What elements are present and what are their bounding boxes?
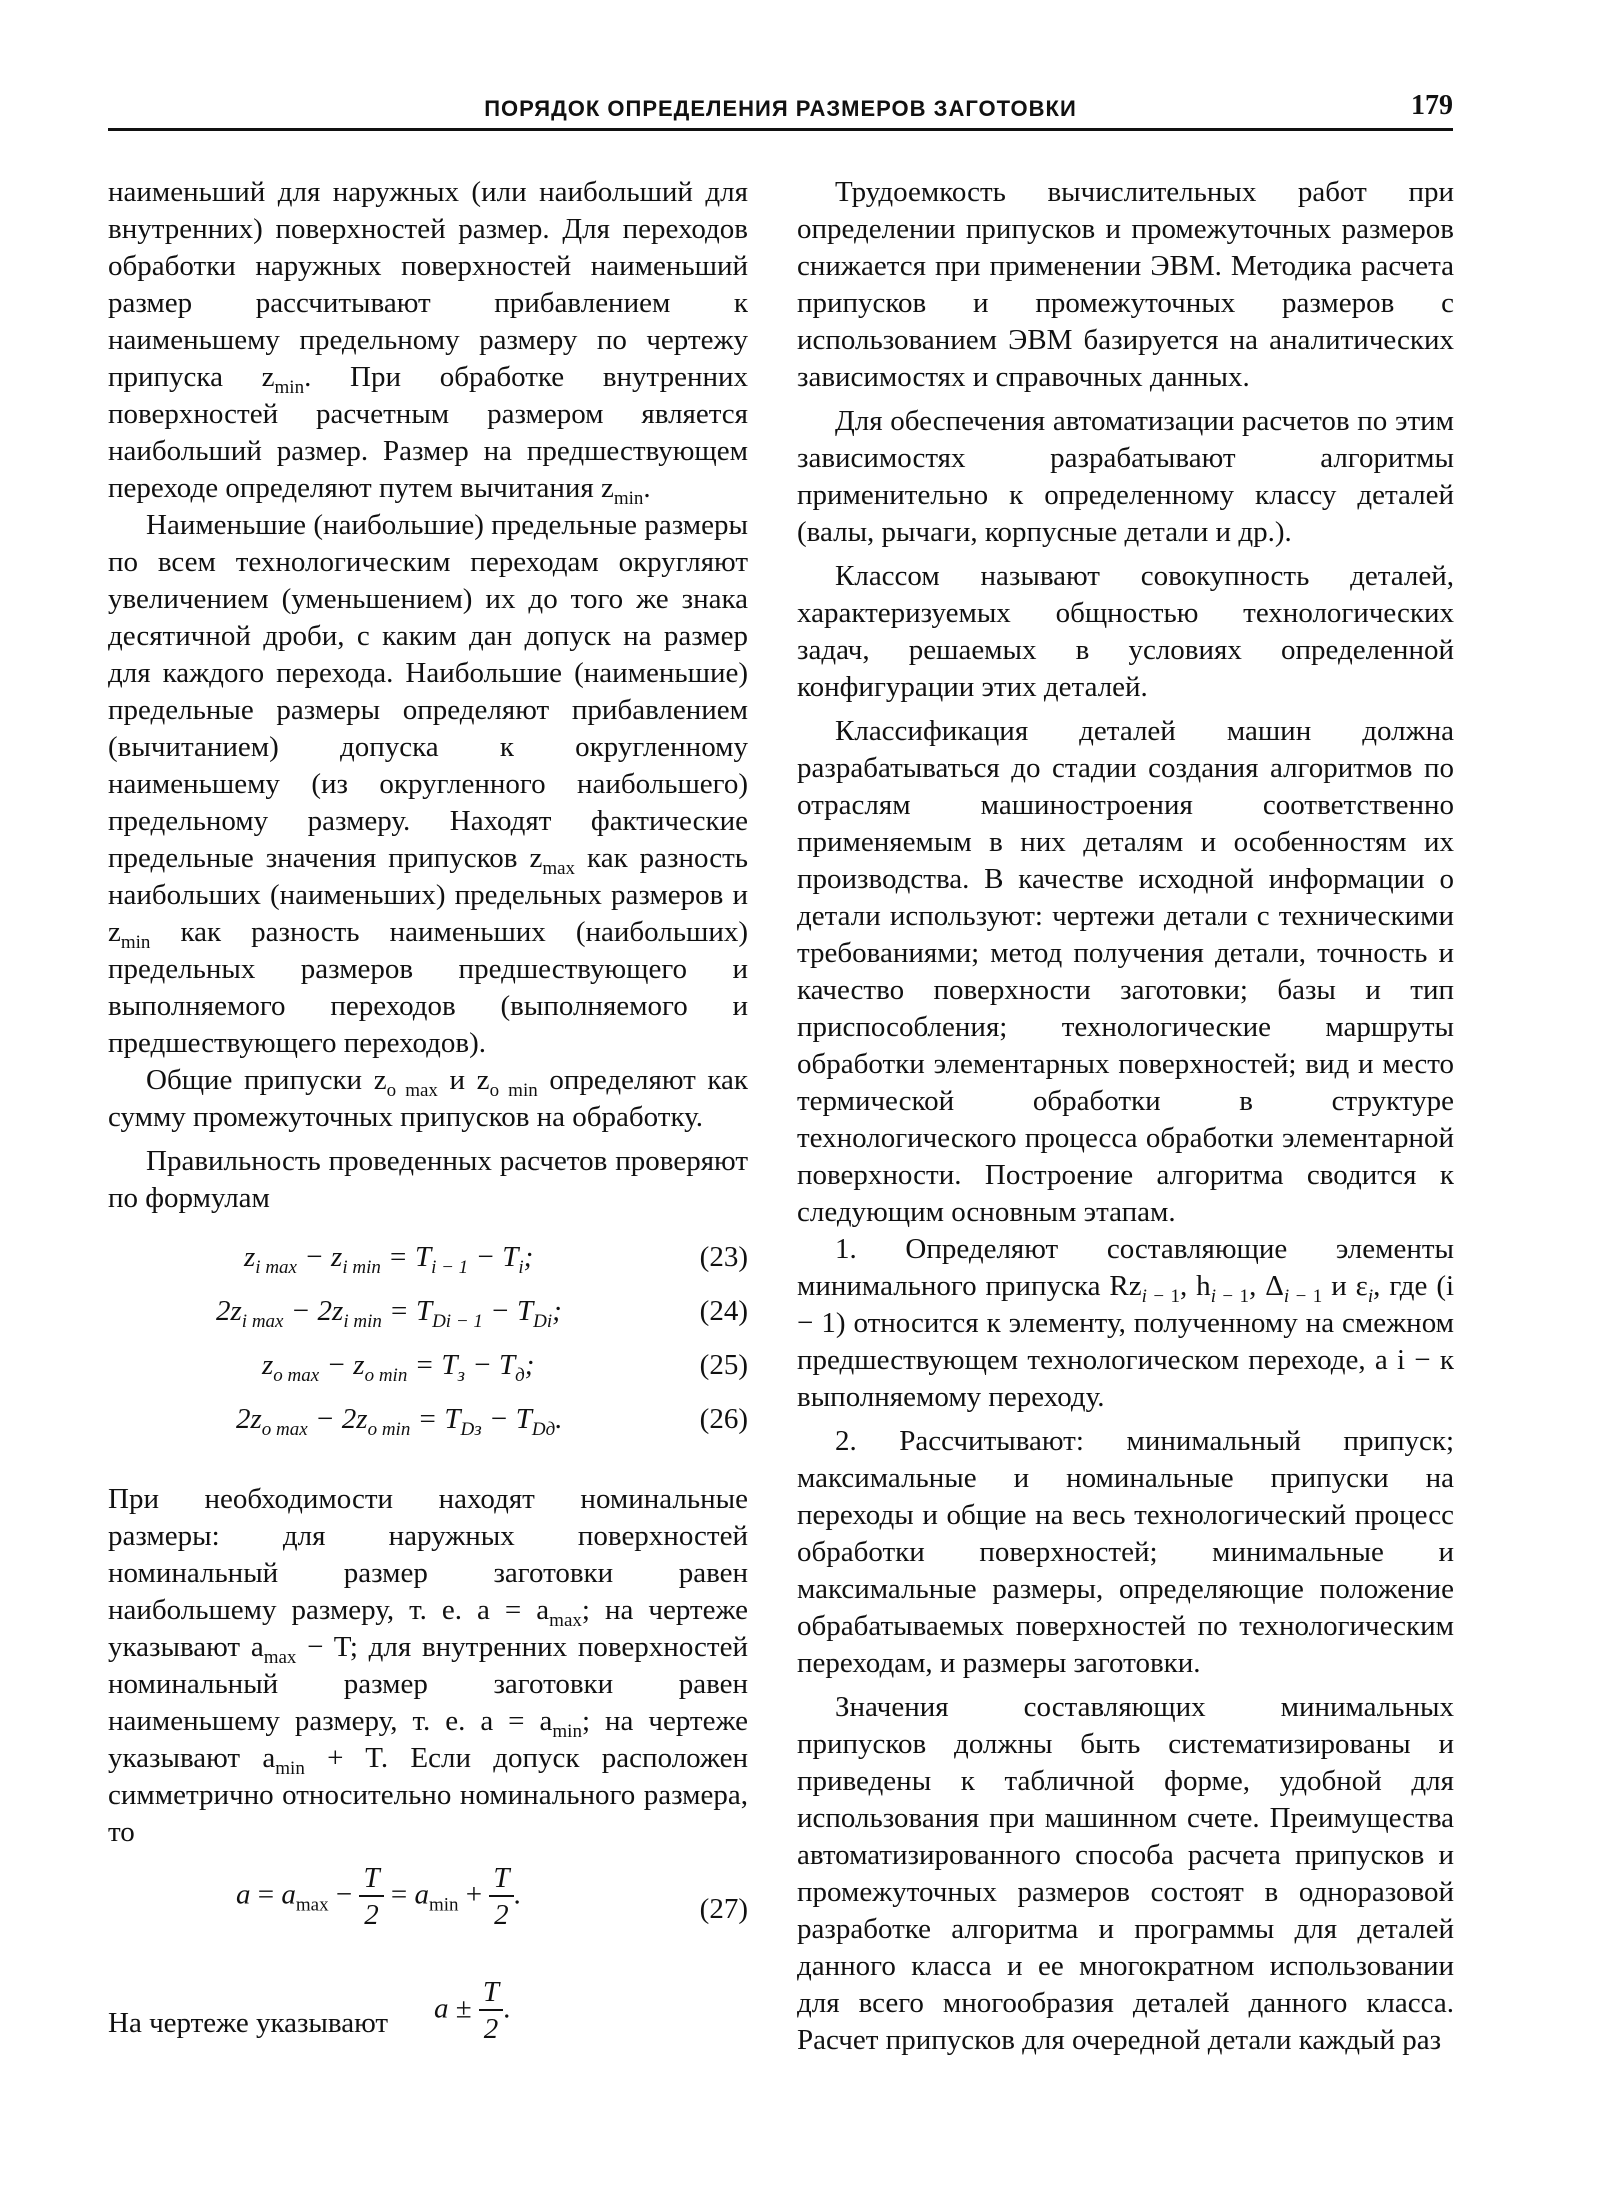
paragraph: При необходимости находят номинальные размеры: для наружных поверхностей номинальный размер заготовки равен наибольшему размеру, т. е. $a = a_{max}$; на чертеже указывают $a_{max} - T$; для внутренних поверхностей номинальный размер заготовки равен наименьшему размеру, т. е. $a = a_{min}$; на чертеже указывают $a_{min} + T$. Если допуск расположен симметрично относительно номинального размера, то [108, 1483, 749, 1848]
equation-number: (27) [699, 1893, 748, 1925]
equation-number: (23) [699, 1241, 748, 1273]
running-title: ПОРЯДОК ОПРЕДЕЛЕНИЯ РАЗМЕРОВ ЗАГОТОВКИ [484, 96, 1077, 121]
tolerance-note: На чертеже указывают a ± $\frac{T}{2}$ . [108, 1976, 511, 2045]
paragraph: Классификация деталей машин должна разрабатываться до стадии создания алгоритмов по отраслям машиностроения соответственно применяемым в них деталям и особенностям их производства. В качестве исходной информации о детали используют: чертежи детали с техническими требованиями; метод получения детали, точность и качество поверхности заготовки; базы и тип приспособления; технологические маршруты обработки элементарных поверхностей; вид и место термической обработки в структуре технологического процесса обработки элементарной поверхности. Построение алгоритма сводится к следующим основным этапам. [797, 715, 1454, 1228]
equation-25: $z_{o max} - z_{o min} = T_з - T_д$; (25) [262, 1349, 748, 1386]
paragraph: наименьший для наружных (или наибольший для внутренних) поверхностей размер. Для переходов обработки наружных поверхностей наименьший размер рассчитывают прибавлением к наименьшему предельному размеру по чертежу припуска $z_{min}$. При обработке внутренних поверхностей расчетным размером является наибольший размер. Размер на предшествующем переходе определяют путем вычитания $z_{min}$. [108, 176, 748, 509]
equation-27: $a = a_{max}$ − $\frac{T}{2}$ = $a_{min}$ + $\frac{T}{2}$ . (27) [236, 1862, 748, 1931]
paragraph: 1. Определяют составляющие элементы минимального припуска $Rz_{i - 1}$, $h_{i - 1}$, $\Delta_{i - 1}$ и $\varepsilon_i$, где (i − 1) относится к элементу, полученному на смежном предшествующем технологическом переходе, а i − к выполняемому переходу. [797, 1233, 1455, 1413]
equation-24: $2z_{i max} - 2z_{i min} = T_{Di - 1} - T_{Di}$; (24) [216, 1295, 748, 1332]
paragraph: Общие припуски $z_{o max}$ и $z_{o min}$ определяют как сумму промежуточных припусков на обработку. [108, 1064, 749, 1133]
running-header [108, 88, 1453, 131]
equation-number: (25) [699, 1349, 748, 1381]
equation-23: $z_{i max} - z_{i min} = T_{i - 1} - T_i$; (23) [244, 1241, 748, 1278]
equation-number: (24) [699, 1295, 748, 1327]
equation-26: $2z_{o max} - 2z_{o min} = T_{Dз} - T_{Dд}$. (26) [236, 1403, 748, 1440]
right-column [797, 174, 1454, 2059]
paragraph: Для обеспечения автоматизации расчетов по этим зависимостях разрабатывают алгоритмы применительно к определенному классу деталей (валы, рычаги, корпусные детали и др.). [797, 405, 1454, 548]
paragraph: 2. Рассчитывают: минимальный припуск; максимальные и номинальные припуски на переходы и общие на весь технологический процесс обработки поверхностей; минимальные и максимальные размеры, определяющие положение обрабатываемых поверхностей по технологическим переходам, и размеры заготовки. [797, 1425, 1454, 1679]
paragraph: Значения составляющих минимальных припусков должны быть систематизированы и приведены к табличной форме, удобной для использования при машинном счете. Преимущества автоматизированного способа расчета припусков и промежуточных размеров состоят в одноразовой разработке алгоритма и программы для деталей данного класса и ее многократном использовании для всего многообразия деталей данного класса. Расчет припусков для очередной детали каждый раз [797, 1691, 1454, 2056]
paragraph: Трудоемкость вычислительных работ при определении припусков и промежуточных размеров снижается при применении ЭВМ. Методика расчета припусков и промежуточных размеров с использованием ЭВМ базируется на аналитических зависимостях и справочных данных. [797, 176, 1454, 393]
left-column [108, 174, 748, 2075]
paragraph: Наименьшие (наибольшие) предельные размеры по всем технологическим переходам округляют увеличением (уменьшением) их до того же знака десятичной дроби, с каким дан допуск на размер для каждого перехода. Наибольшие (наименьшие) предельные размеры определяют прибавлением (вычитанием) допуска к округленному наименьшему (из округленного наибольшего) предельному размеру. Находят фактические предельные значения припусков $z_{max}$ как разность наибольших (наименьших) предельных размеров и $z_{min}$ как разность наименьших (наибольших) предельных размеров предшествующего и выполняемого переходов (выполняемого и предшествующего переходов). [108, 509, 749, 1059]
paragraph: Классом называют совокупность деталей, характеризуемых общностью технологических задач, решаемых в условиях определенной конфигурации этих деталей. [797, 560, 1454, 703]
paragraph: Правильность проведенных расчетов проверяют по формулам [108, 1145, 748, 1214]
page-number: 179 [1411, 90, 1453, 121]
equation-number: (26) [699, 1403, 748, 1435]
